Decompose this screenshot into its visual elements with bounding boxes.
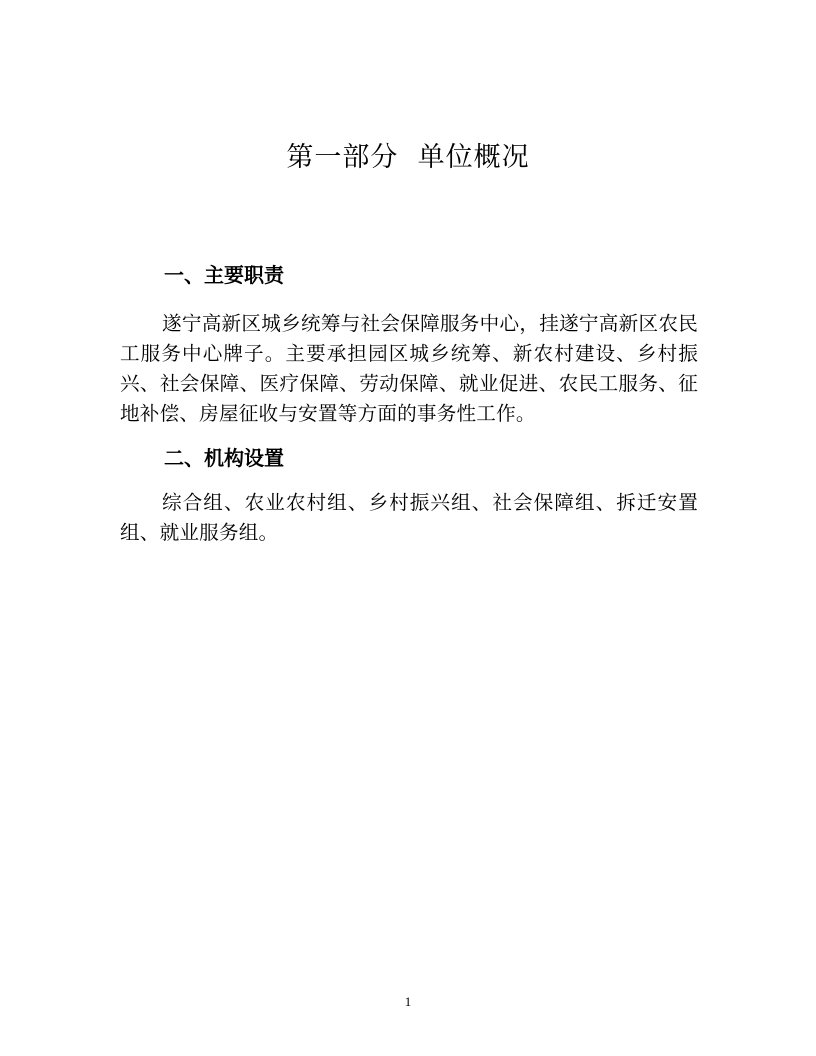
page-number: 1 (404, 994, 412, 1009)
section-main-duties (120, 260, 698, 429)
section-organization (120, 443, 698, 548)
section-paragraph: 遂宁高新区城乡统筹与社会保障服务中心，挂遂宁高新区农民工服务中心牌子。主要承担园区城乡统筹、新农村建设、乡村振兴、社会保障、医疗保障、劳动保障、就业促进、农民工服务、征地补偿、房屋征收与安置等方面的事务性工作。 (120, 312, 698, 425)
page-title: 第一部分 单位概况 (286, 142, 530, 173)
section-paragraph: 综合组、农业农村组、乡村振兴组、社会保障组、拆迁安置组、就业服务组。 (120, 491, 698, 544)
section-heading: 一、主要职责 (164, 263, 284, 287)
section-heading: 二、机构设置 (164, 446, 284, 470)
